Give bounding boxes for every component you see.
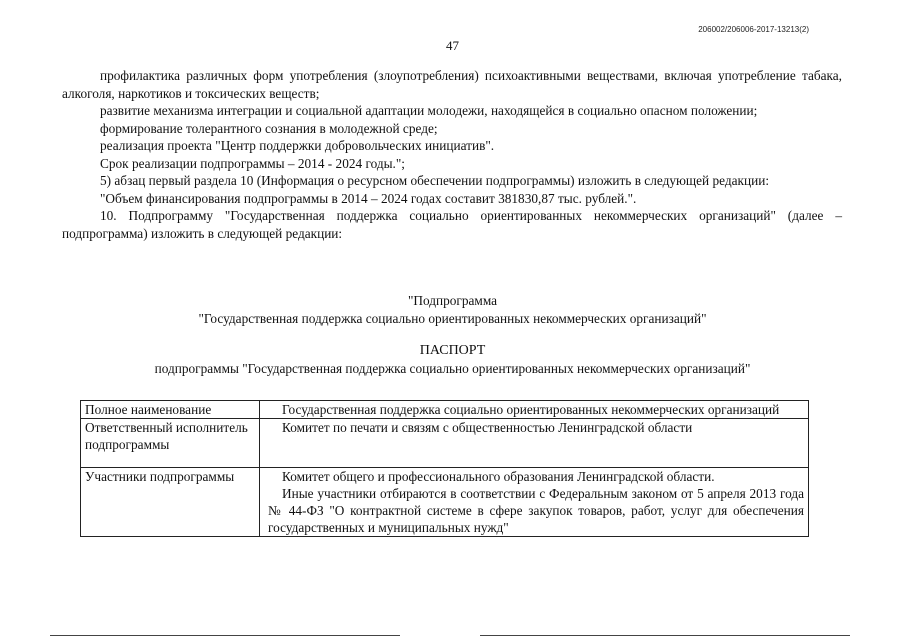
passport-heading: ПАСПОРТ [419, 343, 486, 358]
page-number: 47 [446, 38, 459, 53]
document-body [62, 67, 842, 242]
table-cell-value [260, 419, 809, 468]
page-bottom-rule [0, 635, 905, 637]
cell-paragraph: Комитет по печати и связям с общественностью Ленинградской области [282, 420, 693, 435]
table-cell-value [260, 401, 809, 419]
paragraph: 5) абзац первый раздела 10 (Информация о ресурсном обеспечении подпрограммы) изложить в следующей редакции: [100, 173, 770, 188]
subprogram-title: "Государственная поддержка социально ориентированных некоммерческих организаций" [198, 311, 707, 326]
table-cell-label: Участники подпрограммы [81, 468, 260, 537]
paragraph: 10. Подпрограмму "Государственная поддержка социально ориентированных некоммерческих организаций" (далее – подпрограмма) изложить в следующей редакции: [62, 208, 842, 241]
subprogram-heading: "Подпрограмма [407, 293, 498, 308]
document-id: 206002/206006-2017-13213(2) [698, 25, 809, 34]
table-row [81, 419, 809, 468]
paragraph: "Объем финансирования подпрограммы в 2014 – 2024 годах составит 381830,87 тыс. рублей.". [100, 190, 637, 206]
paragraph: профилактика различных форм употребления (злоупотребления) психоактивными веществами, включая употребление табака, алкоголя, наркотиков и токсических веществ; [62, 68, 842, 101]
paragraph: Срок реализации подпрограммы – 2014 - 2024 годы."; [100, 155, 406, 171]
paragraph: реализация проекта "Центр поддержки добровольческих инициатив". [100, 138, 495, 153]
paragraph: развитие механизма интеграции и социальной адаптации молодежи, находящейся в социально опасном положении; [100, 103, 758, 118]
table-cell-label: Ответственный исполнитель подпрограммы [81, 419, 260, 468]
table-cell-label: Полное наименование [81, 401, 260, 419]
cell-paragraph: Иные участники отбираются в соответствии с Федеральным законом от 5 апреля 2013 года № 44-ФЗ "О контрактной системе в сфере закупок товаров, работ, услуг для обеспечения государственных и муниципальных нужд" [268, 486, 804, 535]
paragraph: формирование толерантного сознания в молодежной среде; [100, 120, 438, 136]
passport-subtitle: подпрограммы "Государственная поддержка социально ориентированных некоммерческих организаций" [154, 361, 751, 376]
table-cell-value [260, 468, 809, 537]
cell-paragraph: Комитет общего и профессионального образования Ленинградской области. [282, 469, 715, 484]
passport-table [80, 400, 809, 537]
table-row [81, 468, 809, 537]
table-row [81, 401, 809, 419]
cell-paragraph: Государственная поддержка социально ориентированных некоммерческих организаций [282, 402, 780, 417]
